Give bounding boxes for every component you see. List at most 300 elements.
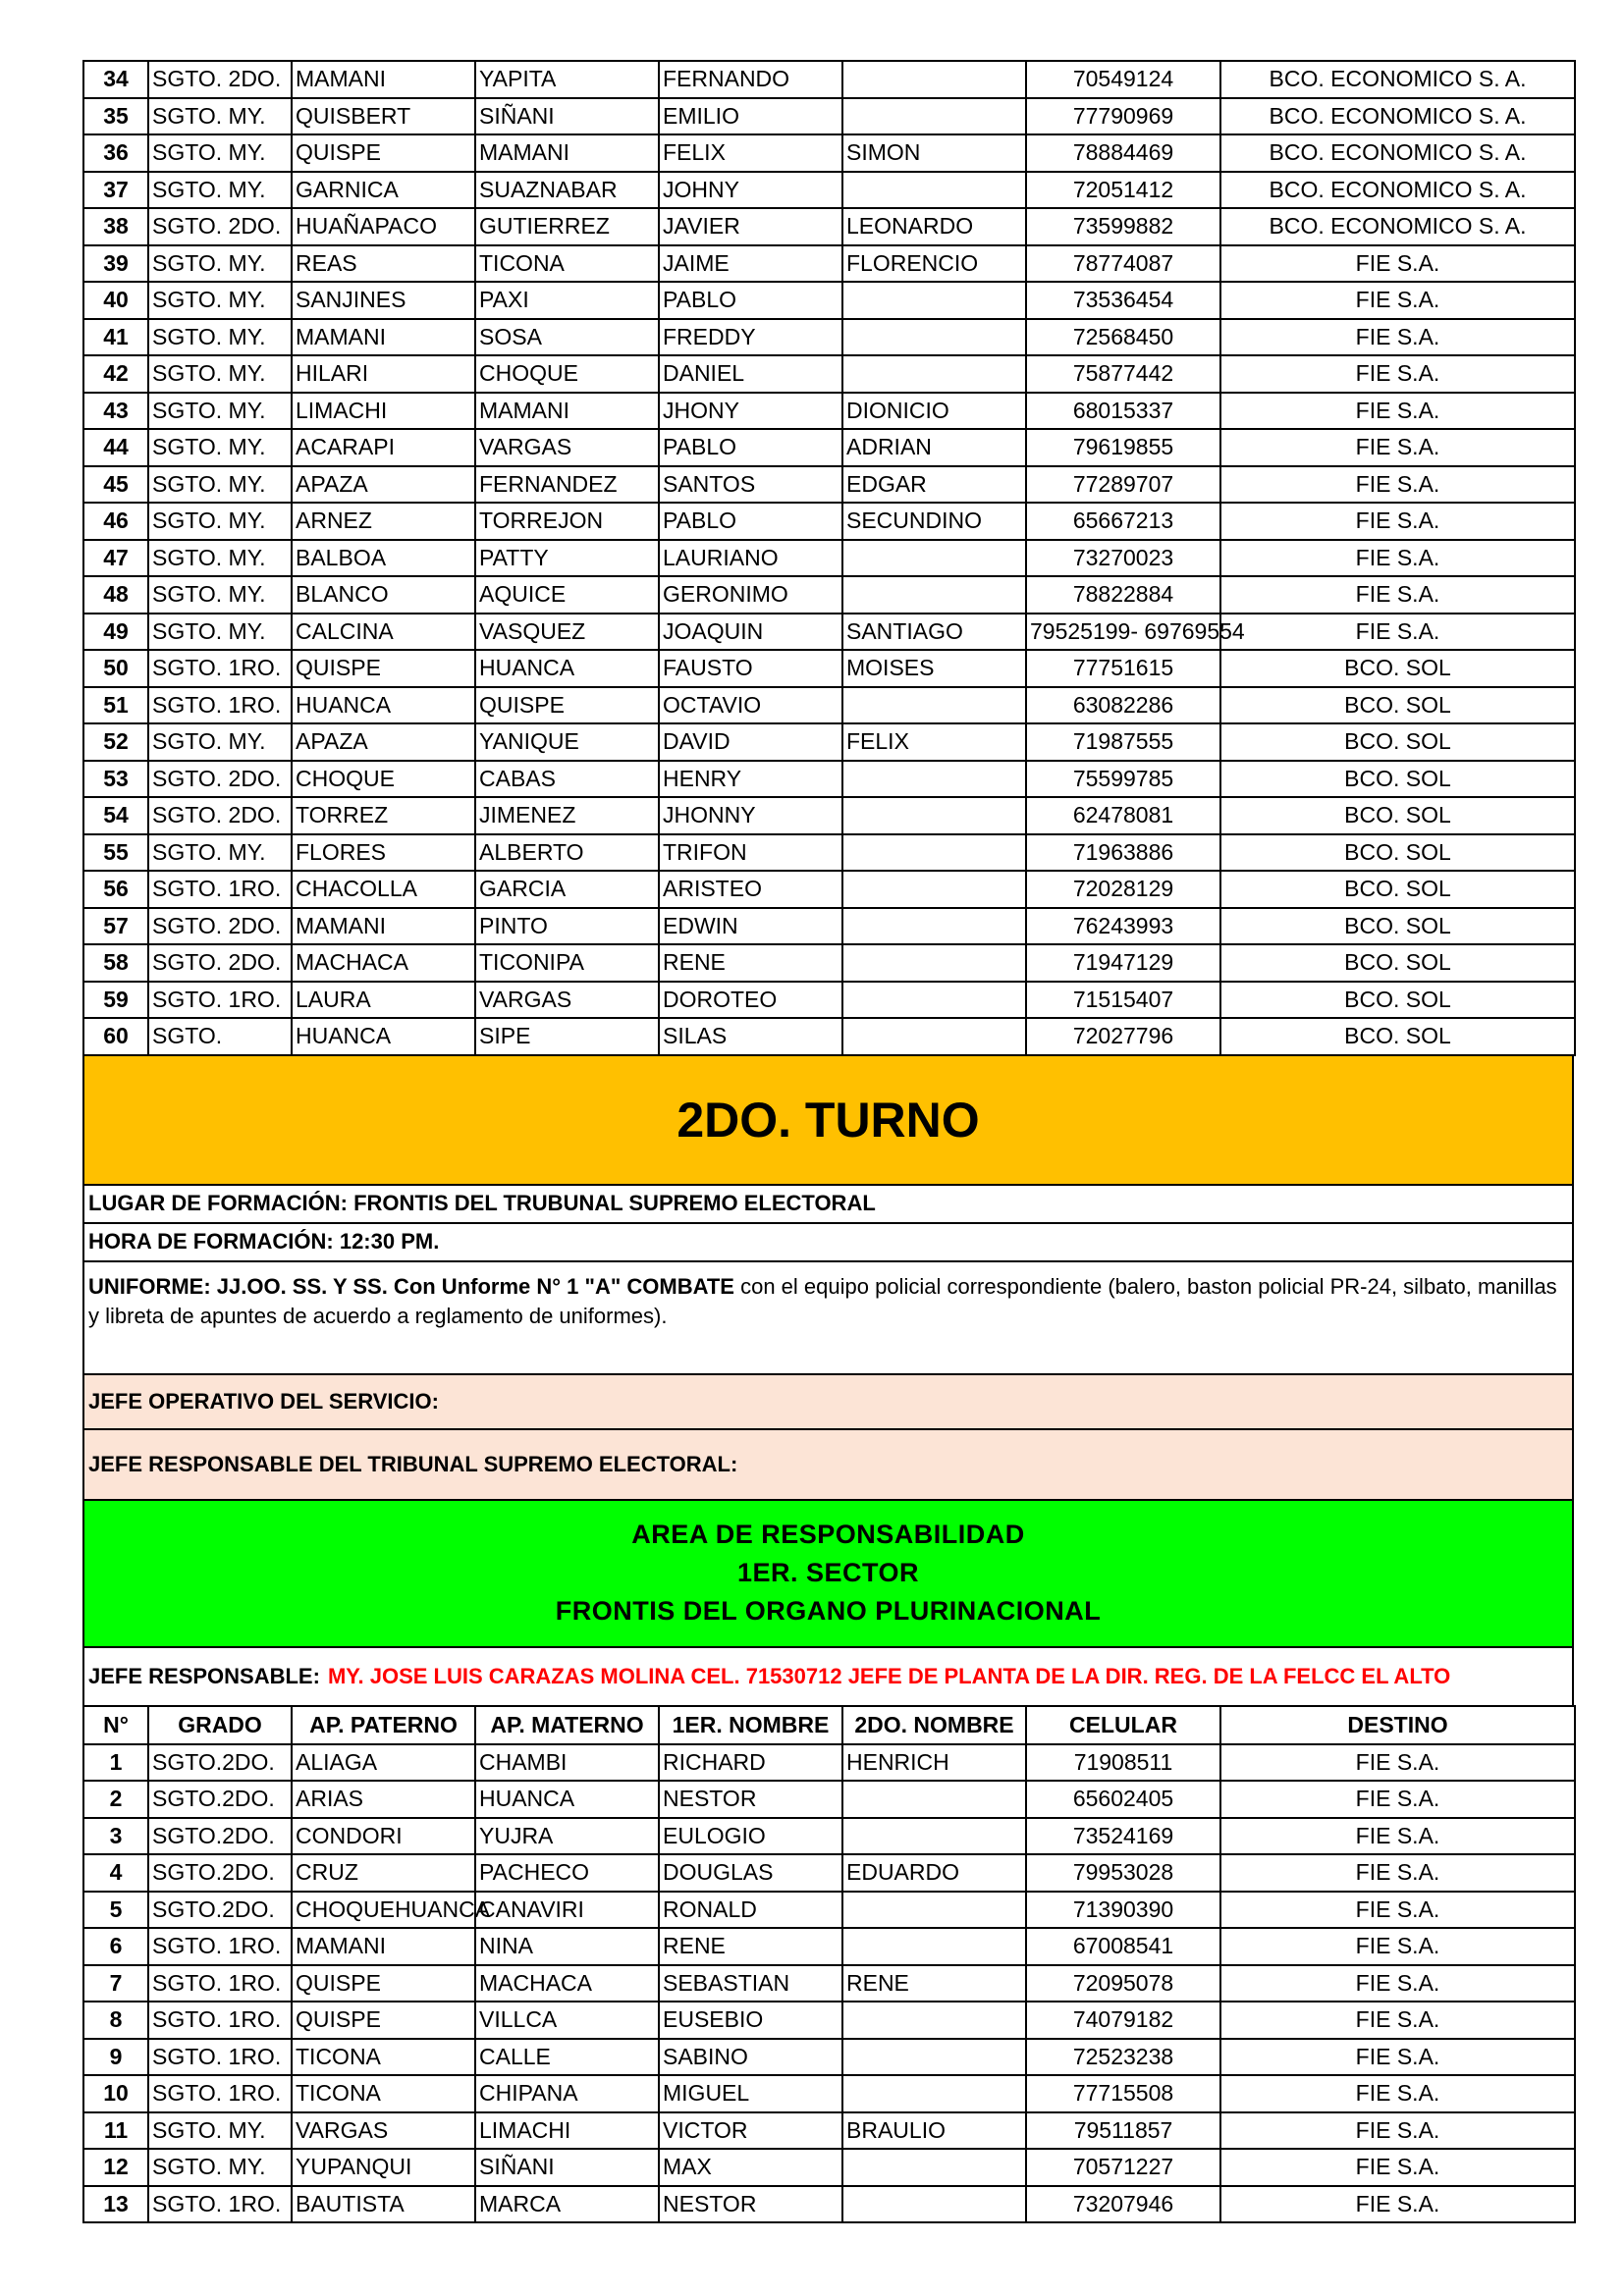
table-row xyxy=(83,393,1575,430)
destination-cell: FIE S.A. xyxy=(1220,1781,1575,1818)
paternal-surname-cell: APAZA xyxy=(292,466,475,504)
paternal-surname-cell: CALCINA xyxy=(292,614,475,651)
phone-cell: 65667213 xyxy=(1026,503,1220,540)
row-number-cell: 3 xyxy=(83,1818,148,1855)
paternal-surname-cell: BALBOA xyxy=(292,540,475,577)
row-number-cell: 7 xyxy=(83,1965,148,2002)
phone-cell: 71390390 xyxy=(1026,1892,1220,1929)
maternal-surname-cell: PAXI xyxy=(475,282,659,319)
first-name-cell: FAUSTO xyxy=(659,650,842,687)
first-name-cell: JHONNY xyxy=(659,797,842,834)
destination-cell: BCO. SOL xyxy=(1220,687,1575,724)
first-name-cell: EDWIN xyxy=(659,908,842,945)
phone-cell: 79525199- 69769554 xyxy=(1026,614,1220,651)
second-name-cell xyxy=(842,282,1026,319)
phone-cell: 67008541 xyxy=(1026,1928,1220,1965)
rank-cell: SGTO. MY. xyxy=(148,245,292,283)
responsibility-area-banner xyxy=(82,1501,1574,1648)
phone-cell: 79619855 xyxy=(1026,429,1220,466)
uniform-label: UNIFORME: JJ.OO. SS. Y SS. Con Unforme N° 1 "A" COMBATE xyxy=(88,1273,734,1299)
uniform-details: con el equipo policial correspondiente (balero, baston policial PR-24, silbato, manillas y libreta de apuntes de acuerdo a reglamento de uniformes). xyxy=(88,1273,1557,1329)
table-row xyxy=(83,1965,1575,2002)
maternal-surname-cell: YAPITA xyxy=(475,61,659,98)
first-name-cell: ARISTEO xyxy=(659,871,842,908)
rank-cell: SGTO. 1RO. xyxy=(148,2186,292,2223)
phone-cell: 71515407 xyxy=(1026,982,1220,1019)
rank-cell: SGTO. MY. xyxy=(148,614,292,651)
paternal-surname-cell: VARGAS xyxy=(292,2112,475,2150)
second-name-cell xyxy=(842,172,1026,209)
destination-cell: FIE S.A. xyxy=(1220,466,1575,504)
rank-cell: SGTO. 1RO. xyxy=(148,2039,292,2076)
destination-cell: BCO. ECONOMICO S. A. xyxy=(1220,61,1575,98)
row-number-cell: 12 xyxy=(83,2149,148,2186)
maternal-surname-cell: AQUICE xyxy=(475,576,659,614)
phone-cell: 76243993 xyxy=(1026,908,1220,945)
column-header-rank: GRADO xyxy=(148,1706,292,1744)
first-name-cell: FREDDY xyxy=(659,319,842,356)
paternal-surname-cell: QUISPE xyxy=(292,650,475,687)
rank-cell: SGTO. 1RO. xyxy=(148,1965,292,2002)
first-name-cell: RICHARD xyxy=(659,1744,842,1782)
table-row xyxy=(83,1018,1575,1055)
rank-cell: SGTO.2DO. xyxy=(148,1818,292,1855)
first-name-cell: SABINO xyxy=(659,2039,842,2076)
row-number-cell: 56 xyxy=(83,871,148,908)
destination-cell: FIE S.A. xyxy=(1220,2039,1575,2076)
paternal-surname-cell: CRUZ xyxy=(292,1854,475,1892)
row-number-cell: 6 xyxy=(83,1928,148,1965)
row-number-cell: 60 xyxy=(83,1018,148,1055)
table-row xyxy=(83,98,1575,135)
destination-cell: BCO. SOL xyxy=(1220,761,1575,798)
paternal-surname-cell: CONDORI xyxy=(292,1818,475,1855)
column-header-maternal-surname: AP. MATERNO xyxy=(475,1706,659,1744)
maternal-surname-cell: TICONA xyxy=(475,245,659,283)
phone-cell: 70549124 xyxy=(1026,61,1220,98)
rank-cell: SGTO. 1RO. xyxy=(148,2075,292,2112)
row-number-cell: 50 xyxy=(83,650,148,687)
row-number-cell: 39 xyxy=(83,245,148,283)
column-header-row-number: N° xyxy=(83,1706,148,1744)
row-number-cell: 4 xyxy=(83,1854,148,1892)
row-number-cell: 9 xyxy=(83,2039,148,2076)
phone-cell: 71963886 xyxy=(1026,834,1220,872)
operations-chief: JEFE OPERATIVO DEL SERVICIO: xyxy=(82,1375,1574,1430)
destination-cell: FIE S.A. xyxy=(1220,1854,1575,1892)
maternal-surname-cell: TORREJON xyxy=(475,503,659,540)
paternal-surname-cell: CHOQUEHUANCA xyxy=(292,1892,475,1929)
second-name-cell: ADRIAN xyxy=(842,429,1026,466)
first-name-cell: JAIME xyxy=(659,245,842,283)
table-row xyxy=(83,761,1575,798)
paternal-surname-cell: TICONA xyxy=(292,2075,475,2112)
responsible-chief xyxy=(82,1648,1574,1707)
maternal-surname-cell: LIMACHI xyxy=(475,2112,659,2150)
row-number-cell: 45 xyxy=(83,466,148,504)
first-name-cell: SEBASTIAN xyxy=(659,1965,842,2002)
rank-cell: SGTO. MY. xyxy=(148,466,292,504)
responsible-chief-value: MY. JOSE LUIS CARAZAS MOLINA CEL. 71530712 JEFE DE PLANTA DE LA DIR. REG. DE LA FELCC EL ALTO xyxy=(327,1663,1451,1688)
maternal-surname-cell: NINA xyxy=(475,1928,659,1965)
second-name-cell xyxy=(842,98,1026,135)
maternal-surname-cell: HUANCA xyxy=(475,1781,659,1818)
second-name-cell xyxy=(842,2039,1026,2076)
destination-cell: BCO. SOL xyxy=(1220,650,1575,687)
maternal-surname-cell: CANAVIRI xyxy=(475,1892,659,1929)
second-name-cell xyxy=(842,576,1026,614)
paternal-surname-cell: FLORES xyxy=(292,834,475,872)
rank-cell: SGTO.2DO. xyxy=(148,1892,292,1929)
area-line-1: AREA DE RESPONSABILIDAD xyxy=(631,1519,1025,1549)
phone-cell: 71987555 xyxy=(1026,723,1220,761)
maternal-surname-cell: CHOQUE xyxy=(475,355,659,393)
table-row xyxy=(83,1928,1575,1965)
destination-cell: FIE S.A. xyxy=(1220,2002,1575,2039)
rank-cell: SGTO. MY. xyxy=(148,723,292,761)
uniform-instructions xyxy=(82,1262,1574,1375)
destination-cell: FIE S.A. xyxy=(1220,282,1575,319)
maternal-surname-cell: QUISPE xyxy=(475,687,659,724)
paternal-surname-cell: QUISPE xyxy=(292,134,475,172)
destination-cell: FIE S.A. xyxy=(1220,614,1575,651)
responsible-chief-label: JEFE RESPONSABLE: xyxy=(88,1663,320,1688)
second-name-cell xyxy=(842,834,1026,872)
first-name-cell: PABLO xyxy=(659,429,842,466)
row-number-cell: 10 xyxy=(83,2075,148,2112)
destination-cell: FIE S.A. xyxy=(1220,2075,1575,2112)
maternal-surname-cell: PINTO xyxy=(475,908,659,945)
rank-cell: SGTO. MY. xyxy=(148,282,292,319)
phone-cell: 73524169 xyxy=(1026,1818,1220,1855)
table-row xyxy=(83,908,1575,945)
paternal-surname-cell: ACARAPI xyxy=(292,429,475,466)
maternal-surname-cell: PACHECO xyxy=(475,1854,659,1892)
table-row xyxy=(83,650,1575,687)
first-name-cell: OCTAVIO xyxy=(659,687,842,724)
table-row xyxy=(83,282,1575,319)
table-row xyxy=(83,466,1575,504)
paternal-surname-cell: BAUTISTA xyxy=(292,2186,475,2223)
first-name-cell: MAX xyxy=(659,2149,842,2186)
table-row xyxy=(83,576,1575,614)
second-name-cell xyxy=(842,797,1026,834)
second-name-cell xyxy=(842,761,1026,798)
paternal-surname-cell: ARIAS xyxy=(292,1781,475,1818)
table-row xyxy=(83,355,1575,393)
maternal-surname-cell: YANIQUE xyxy=(475,723,659,761)
rank-cell: SGTO. 1RO. xyxy=(148,2002,292,2039)
maternal-surname-cell: SIÑANI xyxy=(475,98,659,135)
row-number-cell: 52 xyxy=(83,723,148,761)
phone-cell: 72027796 xyxy=(1026,1018,1220,1055)
rank-cell: SGTO. MY. xyxy=(148,393,292,430)
rank-cell: SGTO. 2DO. xyxy=(148,797,292,834)
phone-cell: 79511857 xyxy=(1026,2112,1220,2150)
table-header-row xyxy=(83,1706,1575,1744)
rank-cell: SGTO. MY. xyxy=(148,355,292,393)
second-name-cell xyxy=(842,540,1026,577)
row-number-cell: 46 xyxy=(83,503,148,540)
second-name-cell xyxy=(842,871,1026,908)
paternal-surname-cell: BLANCO xyxy=(292,576,475,614)
table-row xyxy=(83,134,1575,172)
row-number-cell: 58 xyxy=(83,944,148,982)
rank-cell: SGTO. MY. xyxy=(148,503,292,540)
paternal-surname-cell: QUISPE xyxy=(292,1965,475,2002)
rank-cell: SGTO. 1RO. xyxy=(148,982,292,1019)
rank-cell: SGTO.2DO. xyxy=(148,1854,292,1892)
paternal-surname-cell: LIMACHI xyxy=(292,393,475,430)
phone-cell: 70571227 xyxy=(1026,2149,1220,2186)
first-name-cell: JHONY xyxy=(659,393,842,430)
first-name-cell: SILAS xyxy=(659,1018,842,1055)
destination-cell: BCO. SOL xyxy=(1220,871,1575,908)
column-header-first-name: 1ER. NOMBRE xyxy=(659,1706,842,1744)
rank-cell: SGTO. MY. xyxy=(148,576,292,614)
phone-cell: 75877442 xyxy=(1026,355,1220,393)
column-header-destination: DESTINO xyxy=(1220,1706,1575,1744)
row-number-cell: 13 xyxy=(83,2186,148,2223)
phone-cell: 73536454 xyxy=(1026,282,1220,319)
tse-chief: JEFE RESPONSABLE DEL TRIBUNAL SUPREMO ELECTORAL: xyxy=(82,1430,1574,1501)
rank-cell: SGTO. MY. xyxy=(148,540,292,577)
second-name-cell: FELIX xyxy=(842,723,1026,761)
rank-cell: SGTO. 1RO. xyxy=(148,650,292,687)
row-number-cell: 41 xyxy=(83,319,148,356)
phone-cell: 71908511 xyxy=(1026,1744,1220,1782)
paternal-surname-cell: YUPANQUI xyxy=(292,2149,475,2186)
maternal-surname-cell: VASQUEZ xyxy=(475,614,659,651)
rank-cell: SGTO. 2DO. xyxy=(148,944,292,982)
first-name-cell: VICTOR xyxy=(659,2112,842,2150)
maternal-surname-cell: YUJRA xyxy=(475,1818,659,1855)
rank-cell: SGTO. MY. xyxy=(148,2112,292,2150)
phone-cell: 77751615 xyxy=(1026,650,1220,687)
maternal-surname-cell: CHIPANA xyxy=(475,2075,659,2112)
paternal-surname-cell: QUISBERT xyxy=(292,98,475,135)
row-number-cell: 55 xyxy=(83,834,148,872)
row-number-cell: 8 xyxy=(83,2002,148,2039)
maternal-surname-cell: MAMANI xyxy=(475,393,659,430)
phone-cell: 71947129 xyxy=(1026,944,1220,982)
second-name-cell: BRAULIO xyxy=(842,2112,1026,2150)
rank-cell: SGTO. MY. xyxy=(148,319,292,356)
phone-cell: 73270023 xyxy=(1026,540,1220,577)
row-number-cell: 49 xyxy=(83,614,148,651)
first-name-cell: FELIX xyxy=(659,134,842,172)
second-name-cell: FLORENCIO xyxy=(842,245,1026,283)
second-name-cell xyxy=(842,1892,1026,1929)
roster-table-top xyxy=(82,60,1576,1056)
maternal-surname-cell: VARGAS xyxy=(475,429,659,466)
phone-cell: 63082286 xyxy=(1026,687,1220,724)
destination-cell: FIE S.A. xyxy=(1220,2186,1575,2223)
table-row xyxy=(83,245,1575,283)
phone-cell: 65602405 xyxy=(1026,1781,1220,1818)
first-name-cell: MIGUEL xyxy=(659,2075,842,2112)
second-name-cell: HENRICH xyxy=(842,1744,1026,1782)
destination-cell: FIE S.A. xyxy=(1220,576,1575,614)
row-number-cell: 1 xyxy=(83,1744,148,1782)
table-row xyxy=(83,540,1575,577)
table-row xyxy=(83,1892,1575,1929)
rank-cell: SGTO. MY. xyxy=(148,134,292,172)
maternal-surname-cell: CABAS xyxy=(475,761,659,798)
maternal-surname-cell: SIÑANI xyxy=(475,2149,659,2186)
table-row xyxy=(83,871,1575,908)
second-name-cell: SANTIAGO xyxy=(842,614,1026,651)
row-number-cell: 51 xyxy=(83,687,148,724)
paternal-surname-cell: CHOQUE xyxy=(292,761,475,798)
paternal-surname-cell: HILARI xyxy=(292,355,475,393)
paternal-surname-cell: MAMANI xyxy=(292,61,475,98)
second-name-cell: DIONICIO xyxy=(842,393,1026,430)
formation-time: HORA DE FORMACIÓN: 12:30 PM. xyxy=(82,1224,1574,1262)
maternal-surname-cell: TICONIPA xyxy=(475,944,659,982)
phone-cell: 72095078 xyxy=(1026,1965,1220,2002)
first-name-cell: JOAQUIN xyxy=(659,614,842,651)
row-number-cell: 34 xyxy=(83,61,148,98)
first-name-cell: FERNANDO xyxy=(659,61,842,98)
destination-cell: BCO. SOL xyxy=(1220,944,1575,982)
second-name-cell: RENE xyxy=(842,1965,1026,2002)
table-row xyxy=(83,2112,1575,2150)
second-name-cell xyxy=(842,1781,1026,1818)
phone-cell: 72051412 xyxy=(1026,172,1220,209)
destination-cell: FIE S.A. xyxy=(1220,355,1575,393)
first-name-cell: HENRY xyxy=(659,761,842,798)
table-row xyxy=(83,2186,1575,2223)
destination-cell: BCO. ECONOMICO S. A. xyxy=(1220,98,1575,135)
second-name-cell xyxy=(842,1928,1026,1965)
second-name-cell xyxy=(842,319,1026,356)
row-number-cell: 57 xyxy=(83,908,148,945)
destination-cell: BCO. SOL xyxy=(1220,723,1575,761)
destination-cell: BCO. SOL xyxy=(1220,1018,1575,1055)
row-number-cell: 59 xyxy=(83,982,148,1019)
rank-cell: SGTO. 1RO. xyxy=(148,1928,292,1965)
first-name-cell: RONALD xyxy=(659,1892,842,1929)
maternal-surname-cell: CHAMBI xyxy=(475,1744,659,1782)
second-name-cell xyxy=(842,61,1026,98)
destination-cell: FIE S.A. xyxy=(1220,1818,1575,1855)
rank-cell: SGTO. 2DO. xyxy=(148,61,292,98)
paternal-surname-cell: APAZA xyxy=(292,723,475,761)
destination-cell: BCO. ECONOMICO S. A. xyxy=(1220,208,1575,245)
maternal-surname-cell: MACHACA xyxy=(475,1965,659,2002)
maternal-surname-cell: SUAZNABAR xyxy=(475,172,659,209)
paternal-surname-cell: MAMANI xyxy=(292,319,475,356)
row-number-cell: 43 xyxy=(83,393,148,430)
rank-cell: SGTO. MY. xyxy=(148,2149,292,2186)
destination-cell: BCO. ECONOMICO S. A. xyxy=(1220,172,1575,209)
rank-cell: SGTO. MY. xyxy=(148,98,292,135)
row-number-cell: 54 xyxy=(83,797,148,834)
destination-cell: BCO. SOL xyxy=(1220,982,1575,1019)
row-number-cell: 37 xyxy=(83,172,148,209)
first-name-cell: DOUGLAS xyxy=(659,1854,842,1892)
table-row xyxy=(83,1781,1575,1818)
row-number-cell: 53 xyxy=(83,761,148,798)
destination-cell: BCO. SOL xyxy=(1220,797,1575,834)
phone-cell: 75599785 xyxy=(1026,761,1220,798)
maternal-surname-cell: VARGAS xyxy=(475,982,659,1019)
phone-cell: 78774087 xyxy=(1026,245,1220,283)
table-row xyxy=(83,172,1575,209)
row-number-cell: 35 xyxy=(83,98,148,135)
formation-place: LUGAR DE FORMACIÓN: FRONTIS DEL TRUBUNAL SUPREMO ELECTORAL xyxy=(82,1186,1574,1224)
destination-cell: FIE S.A. xyxy=(1220,1965,1575,2002)
maternal-surname-cell: GUTIERREZ xyxy=(475,208,659,245)
rank-cell: SGTO. 1RO. xyxy=(148,871,292,908)
row-number-cell: 40 xyxy=(83,282,148,319)
second-name-cell: LEONARDO xyxy=(842,208,1026,245)
destination-cell: FIE S.A. xyxy=(1220,2112,1575,2150)
paternal-surname-cell: MAMANI xyxy=(292,1928,475,1965)
table-row xyxy=(83,429,1575,466)
table-row xyxy=(83,614,1575,651)
first-name-cell: RENE xyxy=(659,1928,842,1965)
table-row xyxy=(83,687,1575,724)
paternal-surname-cell: TICONA xyxy=(292,2039,475,2076)
destination-cell: BCO. SOL xyxy=(1220,834,1575,872)
first-name-cell: JAVIER xyxy=(659,208,842,245)
second-name-cell xyxy=(842,2002,1026,2039)
table-row xyxy=(83,1744,1575,1782)
paternal-surname-cell: ARNEZ xyxy=(292,503,475,540)
destination-cell: FIE S.A. xyxy=(1220,540,1575,577)
second-name-cell: EDUARDO xyxy=(842,1854,1026,1892)
row-number-cell: 38 xyxy=(83,208,148,245)
paternal-surname-cell: HUAÑAPACO xyxy=(292,208,475,245)
column-header-phone: CELULAR xyxy=(1026,1706,1220,1744)
second-name-cell xyxy=(842,1818,1026,1855)
table-row xyxy=(83,2075,1575,2112)
row-number-cell: 11 xyxy=(83,2112,148,2150)
phone-cell: 78822884 xyxy=(1026,576,1220,614)
rank-cell: SGTO. MY. xyxy=(148,834,292,872)
second-name-cell xyxy=(842,2149,1026,2186)
phone-cell: 74079182 xyxy=(1026,2002,1220,2039)
maternal-surname-cell: MAMANI xyxy=(475,134,659,172)
first-name-cell: SANTOS xyxy=(659,466,842,504)
first-name-cell: TRIFON xyxy=(659,834,842,872)
phone-cell: 79953028 xyxy=(1026,1854,1220,1892)
rank-cell: SGTO. 1RO. xyxy=(148,687,292,724)
roster-table-bottom xyxy=(82,1705,1576,2224)
second-name-cell: EDGAR xyxy=(842,466,1026,504)
destination-cell: FIE S.A. xyxy=(1220,2149,1575,2186)
first-name-cell: EMILIO xyxy=(659,98,842,135)
paternal-surname-cell: GARNICA xyxy=(292,172,475,209)
second-name-cell xyxy=(842,687,1026,724)
second-name-cell xyxy=(842,908,1026,945)
maternal-surname-cell: HUANCA xyxy=(475,650,659,687)
rank-cell: SGTO. MY. xyxy=(148,429,292,466)
table-row xyxy=(83,1818,1575,1855)
shift-title: 2DO. TURNO xyxy=(677,1092,980,1148)
destination-cell: FIE S.A. xyxy=(1220,429,1575,466)
phone-cell: 77289707 xyxy=(1026,466,1220,504)
destination-cell: FIE S.A. xyxy=(1220,319,1575,356)
second-name-cell xyxy=(842,1018,1026,1055)
second-name-cell: MOISES xyxy=(842,650,1026,687)
first-name-cell: NESTOR xyxy=(659,1781,842,1818)
maternal-surname-cell: SIPE xyxy=(475,1018,659,1055)
roster-sheet xyxy=(82,60,1574,2223)
column-header-paternal-surname: AP. PATERNO xyxy=(292,1706,475,1744)
